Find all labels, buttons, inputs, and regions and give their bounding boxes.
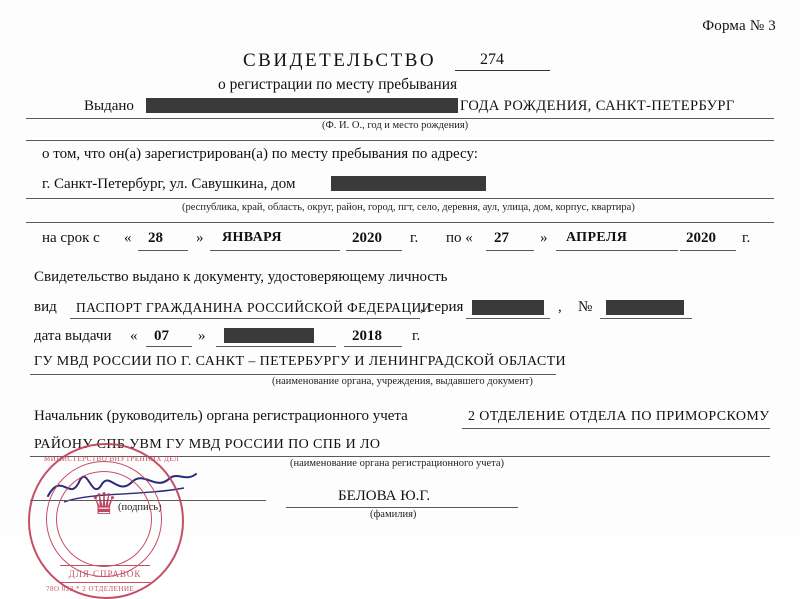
issue-g: г. [412, 328, 421, 344]
term-g-to: г. [742, 230, 751, 246]
redaction-block-name [146, 98, 458, 113]
issue-quote-close: » [198, 328, 206, 344]
issue-date-label: дата выдачи [34, 328, 112, 344]
number-label: № [578, 299, 593, 315]
issue-quote-open: « [130, 328, 138, 344]
certificate-number-rule [455, 70, 550, 71]
term-year-to-rule [680, 250, 736, 251]
chief-org-line1: 2 ОТДЕЛЕНИЕ ОТДЕЛА ПО ПРИМОРСКОМУ [468, 409, 770, 424]
doc-type-rule [70, 318, 420, 319]
page-subtitle: о регистрации по месту пребывания [218, 76, 458, 93]
address-caption: (республика, край, область, округ, район, город, пгт, село, деревня, аул, улица, дом, корпус, квартира) [182, 202, 635, 213]
chief-org-line2: РАЙОНУ СПБ УВМ ГУ МВД РОССИИ ПО СПБ И ЛО [34, 437, 381, 452]
issue-year-rule [344, 346, 402, 347]
issued-to-rule [26, 118, 774, 119]
issued-to-value: ГОДА РОЖДЕНИЯ, САНКТ-ПЕТЕРБУРГ [460, 98, 735, 114]
term-year-to: 2020 [686, 230, 716, 246]
certificate-number: 274 [480, 51, 504, 68]
address-caption-rule [26, 222, 774, 223]
issued-to-label: Выдано [84, 98, 134, 114]
page-title: СВИДЕТЕЛЬСТВО [243, 50, 437, 71]
issuing-authority-caption: (наименование органа, учреждения, выдавшего документ) [272, 376, 533, 387]
surname-rule [286, 507, 518, 508]
series-label: , серия [420, 299, 464, 315]
redaction-block-address [331, 176, 486, 191]
stamp-band-text: ДЛЯ СПРАВОК [60, 565, 150, 583]
term-g-from: г. [410, 230, 419, 246]
fio-caption: (Ф. И. О., год и место рождения) [322, 120, 469, 131]
comma-separator: , [558, 299, 562, 315]
issue-month-rule [216, 346, 336, 347]
fio-rule [26, 140, 774, 141]
redaction-block-series [472, 300, 544, 315]
term-quote-open: « [124, 230, 132, 246]
chief-label: Начальник (руководитель) органа регистрационного учета [34, 408, 408, 424]
redaction-block-issue-month [224, 328, 314, 343]
issue-day-rule [146, 346, 192, 347]
term-month-to: АПРЕЛЯ [566, 230, 628, 245]
surname-caption: (фамилия) [370, 509, 417, 520]
term-day-to: 27 [494, 230, 509, 246]
term-day-from: 28 [148, 230, 163, 246]
doc-type-label: вид [34, 299, 57, 315]
form-number-label: Форма № 3 [702, 18, 776, 34]
term-day-from-rule [138, 250, 188, 251]
address-rule [26, 198, 774, 199]
stamp-bottom-text: 78О 023 * 2 ОТДЕЛЕНИЕ [46, 585, 135, 593]
term-month-to-rule [556, 250, 678, 251]
document-basis-line: Свидетельство выдано к документу, удостоверяющему личность [34, 269, 448, 285]
term-quote-close: » [196, 230, 204, 246]
issuing-authority-rule [30, 374, 556, 375]
term-day-to-rule [486, 250, 534, 251]
term-year-from: 2020 [352, 230, 382, 246]
registration-body-caption: (наименование органа регистрационного учета) [290, 458, 505, 469]
term-quote-close2: » [540, 230, 548, 246]
redaction-block-number [606, 300, 684, 315]
number-rule [600, 318, 692, 319]
address-value: г. Санкт-Петербург, ул. Савушкина, дом [42, 176, 296, 192]
issue-day: 07 [154, 328, 169, 344]
term-month-from: ЯНВАРЯ [222, 230, 282, 245]
doc-type-value: ПАСПОРТ ГРАЖДАНИНА РОССИЙСКОЙ ФЕДЕРАЦИИ [76, 300, 432, 315]
signature-caption: (подпись) [118, 502, 162, 513]
stamp-top-text: МИНИСТЕРСТВО ВНУТРЕННИХ ДЕЛ [44, 455, 180, 463]
official-stamp [28, 443, 184, 599]
registered-line: о том, что он(а) зарегистрирован(а) по месту пребывания по адресу: [42, 146, 478, 162]
term-po: по « [446, 230, 473, 246]
surname-value: БЕЛОВА Ю.Г. [338, 488, 431, 504]
chief-org-line1-rule [462, 428, 770, 429]
term-year-from-rule [346, 250, 402, 251]
issue-year: 2018 [352, 328, 382, 344]
eagle-emblem-icon: ♛ [90, 488, 118, 521]
term-month-from-rule [210, 250, 340, 251]
term-prefix: на срок с [42, 230, 100, 246]
issuing-authority: ГУ МВД РОССИИ ПО Г. САНКТ – ПЕТЕРБУРГУ И ЛЕНИНГРАДСКОЙ ОБЛАСТИ [34, 354, 567, 369]
series-rule [466, 318, 550, 319]
